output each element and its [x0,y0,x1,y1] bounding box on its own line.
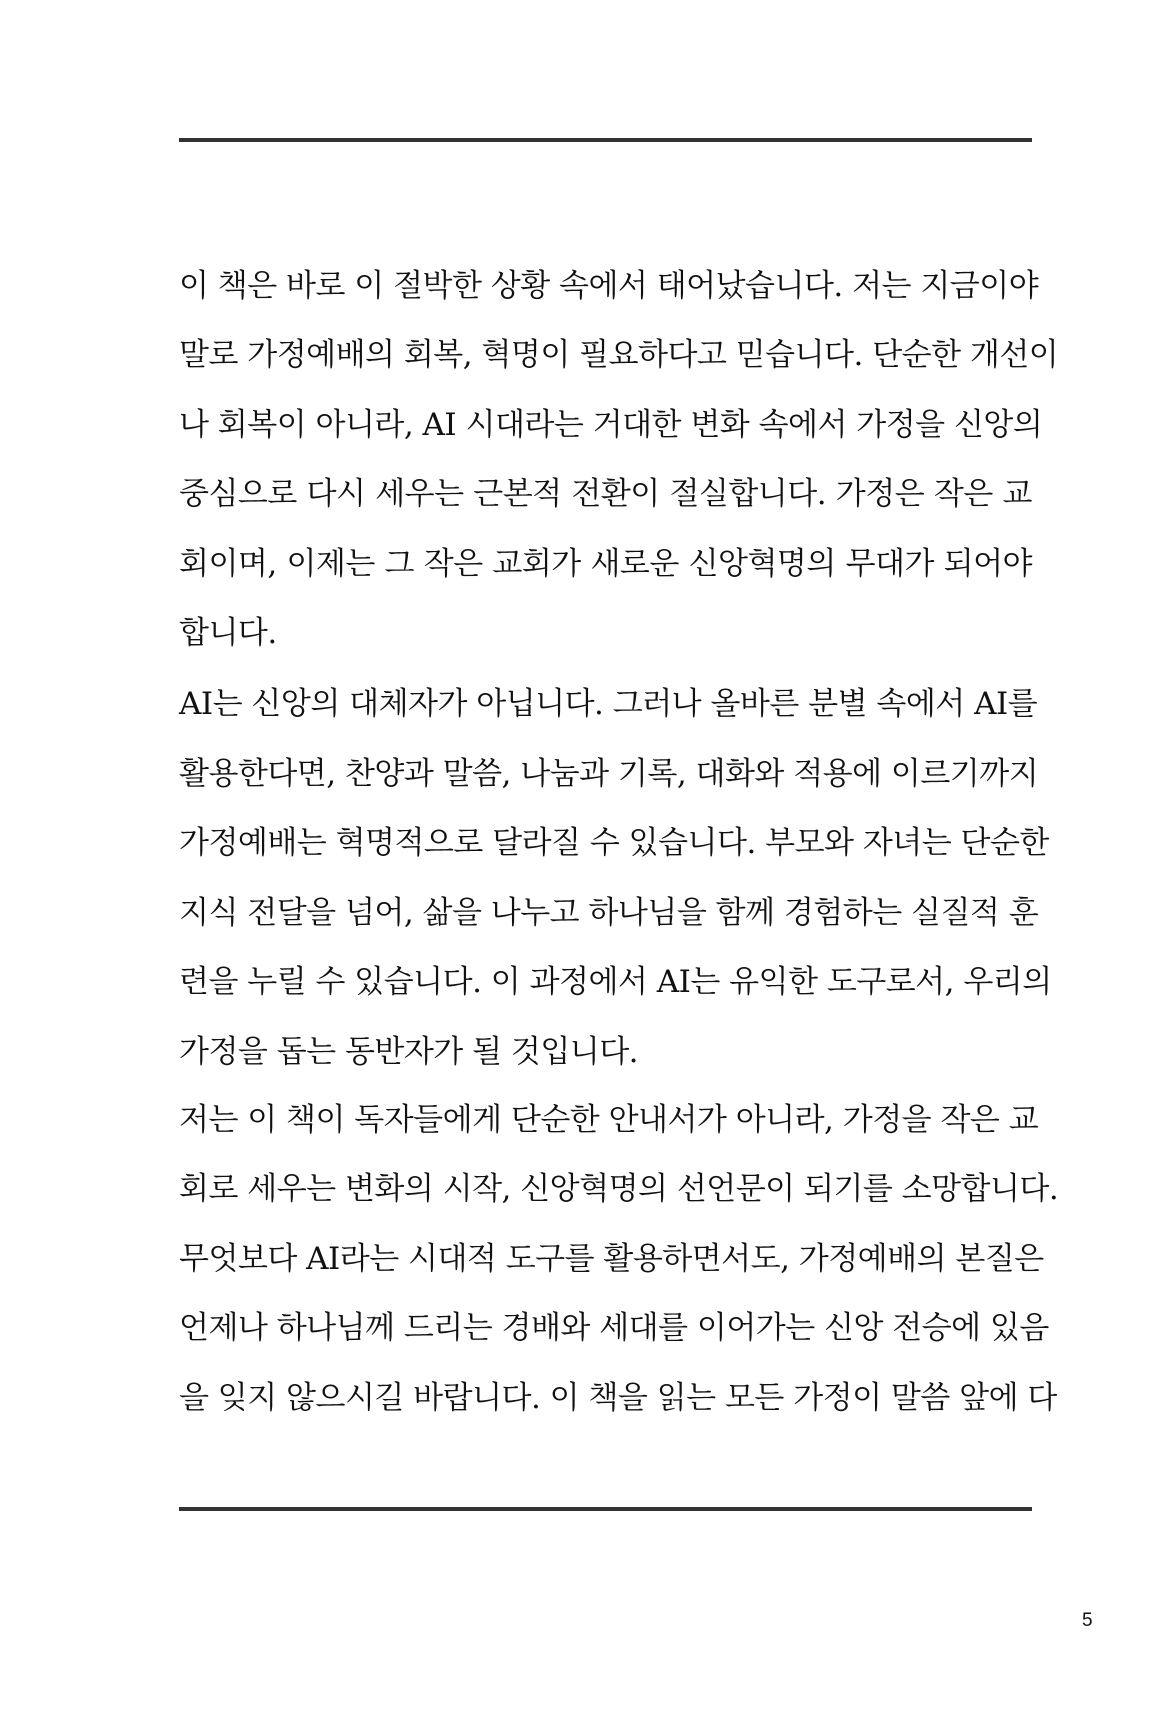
text-line: 회로 세우는 변화의 시작, 신앙혁명의 선언문이 되기를 소망합니다. [179,1171,1059,1207]
top-rule [179,138,1032,142]
text-line: 회이며, 이제는 그 작은 교회가 새로운 신앙혁명의 무대가 되어야 [179,546,1032,582]
text-line: 나 회복이 아니라, AI 시대라는 거대한 변화 속에서 가정을 신앙의 [179,407,1043,443]
page-number: 5 [1082,1610,1093,1631]
text-line: 합니다. [179,615,277,651]
text-line: 저는 이 책이 독자들에게 단순한 안내서가 아니라, 가정을 작은 교 [179,1102,1039,1138]
bottom-rule [179,1507,1032,1511]
text-line: 련을 누릴 수 있습니다. 이 과정에서 AI는 유익한 도구로서, 우리의 [179,964,1052,1000]
text-line: 활용한다면, 찬양과 말씀, 나눔과 기록, 대화와 적용에 이르기까지 [179,756,1039,792]
text-line: 지식 전달을 넘어, 삶을 나누고 하나님을 함께 경험하는 실질적 훈 [179,895,1039,931]
text-line: 중심으로 다시 세우는 근본적 전환이 절실합니다. 가정은 작은 교 [179,476,1032,512]
text-line: AI는 신앙의 대체자가 아닙니다. 그러나 올바른 분별 속에서 AI를 [179,686,1038,722]
text-line: 무엇보다 AI라는 시대적 도구를 활용하면서도, 가정예배의 본질은 [179,1241,1044,1277]
text-line: 언제나 하나님께 드리는 경배와 세대를 이어가는 신앙 전승에 있음 [179,1310,1049,1346]
text-line: 이 책은 바로 이 절박한 상황 속에서 태어났습니다. 저는 지금이야 [179,268,1039,304]
text-line: 말로 가정예배의 회복, 혁명이 필요하다고 믿습니다. 단순한 개선이 [179,337,1059,373]
text-line: 가정예배는 혁명적으로 달라질 수 있습니다. 부모와 자녀는 단순한 [179,825,1049,861]
text-line: 을 잊지 않으시길 바랍니다. 이 책을 읽는 모든 가정이 말씀 앞에 다 [179,1380,1057,1416]
text-line: 가정을 돕는 동반자가 될 것입니다. [179,1034,639,1070]
